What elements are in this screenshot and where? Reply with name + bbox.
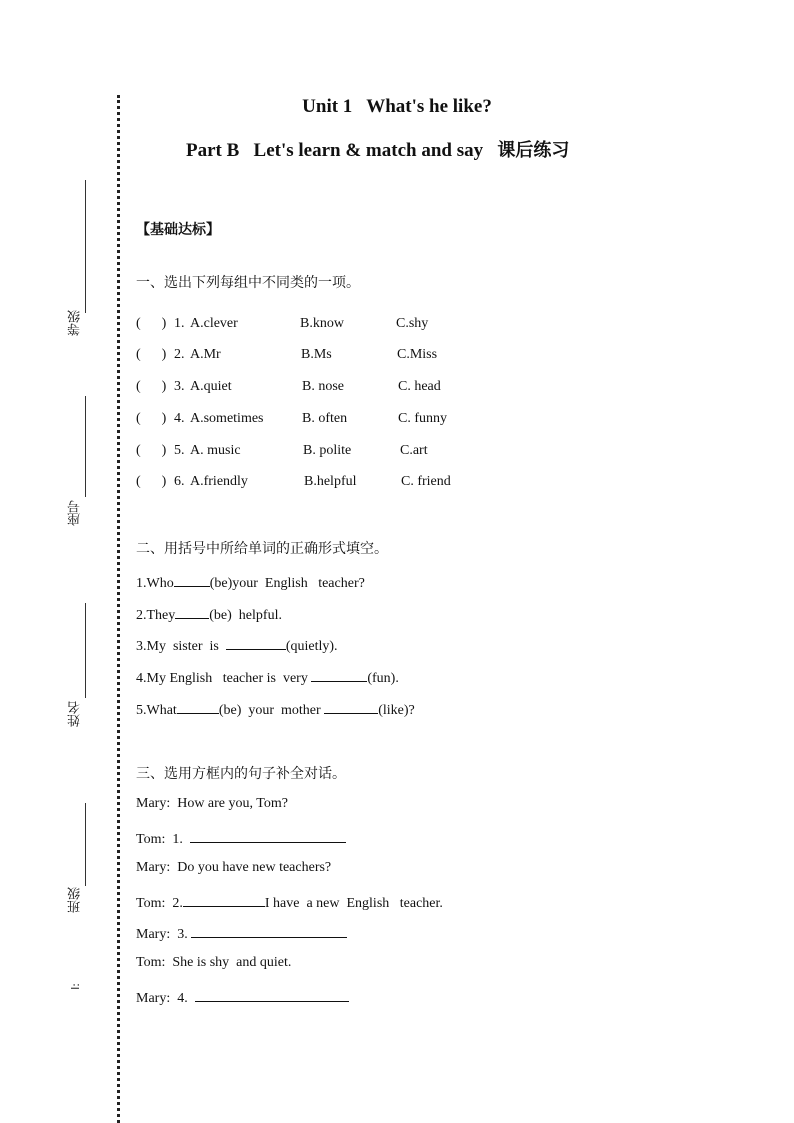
fill-question-3 [136, 635, 338, 655]
class-label: 班级 [68, 887, 83, 913]
fill-text: (fun). [367, 671, 399, 686]
question-number: 4. [174, 411, 185, 426]
answer-paren[interactable]: ( ) [136, 379, 167, 394]
name-rule [85, 603, 86, 698]
answer-blank[interactable] [226, 635, 286, 650]
mc-question-3 [136, 379, 536, 399]
option-a: A.quiet [190, 379, 232, 394]
answer-blank[interactable] [174, 572, 210, 587]
dialogue-text: Mary: 4. [136, 991, 195, 1006]
mc-question-2 [136, 347, 536, 367]
seat-label: 座号 [68, 500, 83, 526]
answer-blank[interactable] [190, 828, 346, 843]
school-label: l: [69, 983, 82, 990]
name-label: 姓名 [68, 701, 83, 727]
grade-rule [85, 180, 86, 313]
grade-field [66, 180, 92, 340]
question-number: 6. [174, 474, 185, 489]
seat-rule [85, 396, 86, 497]
question-number: 1. [174, 316, 185, 331]
name-field [66, 603, 92, 743]
section-tag: 【基础达标】 [136, 222, 220, 238]
dialogue-text: Mary: How are you, Tom? [136, 796, 288, 811]
dialogue-line-5 [136, 923, 347, 943]
fill-text: 3.My sister is [136, 639, 226, 654]
school-field [66, 983, 92, 1003]
dialogue-text: Mary: 3. [136, 927, 192, 942]
answer-paren[interactable]: ( ) [136, 411, 167, 426]
grade-label: 等级 [68, 310, 83, 336]
answer-paren[interactable]: ( ) [136, 443, 167, 458]
dialogue-line-7 [136, 987, 349, 1007]
class-field [66, 803, 92, 923]
mc-question-6 [136, 474, 536, 494]
subtitle-en: Part B Let's learn & match and say [186, 140, 498, 161]
dialogue-line-1 [136, 796, 288, 812]
fill-text: 5.What [136, 703, 177, 718]
option-a: A.clever [190, 316, 238, 331]
dialogue-line-6 [136, 955, 291, 971]
mc-question-4 [136, 411, 536, 431]
fill-text: (quietly). [285, 639, 338, 654]
part2-heading: 二、用括号中所给单词的正确形式填空。 [136, 541, 388, 557]
page-title: Unit 1 What's he like? [302, 96, 492, 117]
answer-paren[interactable]: ( ) [136, 347, 167, 362]
seat-field [66, 396, 92, 536]
option-a: A. music [190, 443, 241, 458]
option-b: B. polite [303, 443, 352, 458]
subtitle-cn: 课后练习 [497, 140, 570, 161]
option-c: C.art [400, 443, 428, 458]
question-number: 3. [174, 379, 185, 394]
dialogue-text: Tom: 1. [136, 832, 190, 847]
fill-text: 4.My English teacher is very [136, 671, 312, 686]
fill-question-1 [136, 572, 365, 592]
fill-text: 2.They [136, 608, 176, 623]
question-number: 5. [174, 443, 185, 458]
fill-question-5 [136, 699, 415, 719]
mc-question-5 [136, 443, 536, 463]
option-c: C.Miss [397, 347, 438, 362]
answer-blank[interactable] [177, 699, 219, 714]
dialogue-line-2 [136, 828, 346, 848]
answer-paren[interactable]: ( ) [136, 316, 167, 331]
option-b: B.Ms [301, 347, 332, 362]
answer-blank[interactable] [324, 699, 378, 714]
binding-dotted-line [117, 95, 120, 1123]
dialogue-text: Mary: Do you have new teachers? [136, 860, 332, 875]
answer-blank[interactable] [175, 604, 209, 619]
page-subtitle [186, 136, 569, 162]
answer-blank[interactable] [191, 923, 347, 938]
option-b: B.helpful [304, 474, 357, 489]
option-b: B.know [300, 316, 344, 331]
option-c: C. funny [398, 411, 447, 426]
option-c: C. friend [401, 474, 451, 489]
fill-question-2 [136, 604, 282, 624]
option-b: B. nose [302, 379, 344, 394]
option-a: A.Mr [190, 347, 221, 362]
fill-text: 1.Who [136, 576, 174, 591]
dialogue-line-3 [136, 860, 331, 876]
option-a: A.sometimes [190, 411, 264, 426]
answer-paren[interactable]: ( ) [136, 474, 167, 489]
part3-heading: 三、选用方框内的句子补全对话。 [136, 766, 346, 782]
dialogue-text: Tom: She is shy and quiet. [136, 955, 292, 970]
option-c: C.shy [396, 316, 429, 331]
option-a: A.friendly [190, 474, 248, 489]
option-c: C. head [398, 379, 441, 394]
mc-question-1 [136, 316, 536, 336]
answer-blank[interactable] [311, 667, 367, 682]
option-b: B. often [302, 411, 348, 426]
fill-question-4 [136, 667, 399, 687]
answer-blank[interactable] [183, 892, 265, 907]
fill-text: (like)? [378, 703, 415, 718]
class-rule [85, 803, 86, 886]
dialogue-text: Tom: 2. [136, 896, 183, 911]
fill-text: (be) helpful. [209, 608, 282, 623]
fill-text: (be) your mother [218, 703, 325, 718]
fill-text: (be)your English teacher? [209, 576, 365, 591]
dialogue-line-4 [136, 892, 443, 912]
answer-blank[interactable] [195, 987, 349, 1002]
question-number: 2. [174, 347, 185, 362]
dialogue-text: I have a new English teacher. [264, 896, 443, 911]
part1-heading: 一、选出下列每组中不同类的一项。 [136, 275, 360, 291]
